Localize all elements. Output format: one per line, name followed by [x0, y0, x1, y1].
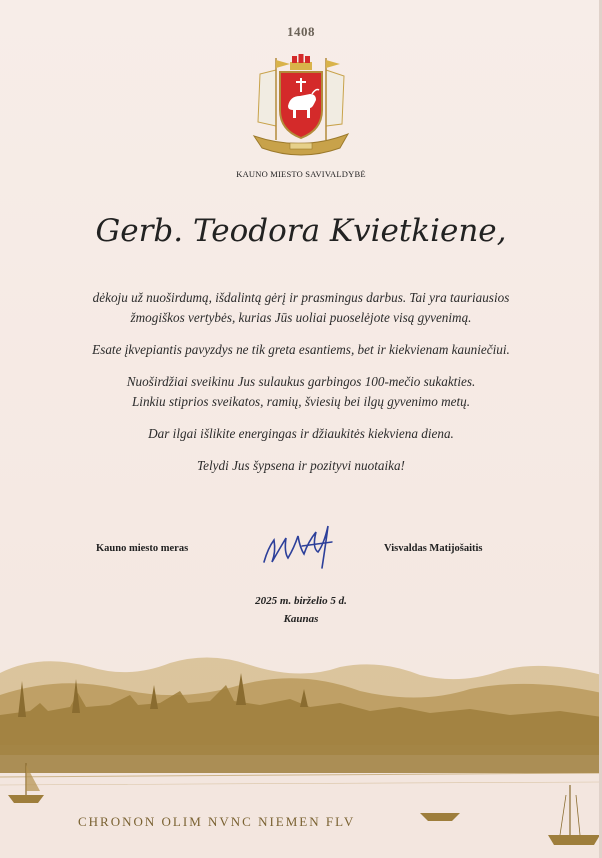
signatory-title: Kauno miesto meras: [96, 543, 189, 554]
letter-body: [40, 288, 562, 488]
paragraph-closing: Telydi Jus šypsena ir pozityvi nuotaika!: [197, 458, 405, 473]
founding-year: 1408: [287, 24, 315, 39]
paragraph-line: Linkiu stiprios sveikatos, ramių, šviesių bei ilgų gyvenimo metų.: [131, 394, 471, 409]
paragraph-inspiration: Esate įkvepiantis pavyzdys ne tik greta esantiems, bet ir kiekvienam kauniečiui.: [92, 342, 510, 357]
signatory-name: Visvaldas Matijošaitis: [384, 543, 483, 554]
handwritten-signature-icon: [258, 518, 338, 572]
paragraph-wish: Dar ilgai išlikite energingas ir džiaukitės kiekviena diena.: [148, 426, 454, 441]
kaunas-coat-of-arms-icon: [246, 48, 356, 163]
organization-name: KAUNO MIESTO SAVIVALDYBĖ: [236, 169, 366, 179]
paragraph-congratulations: [40, 372, 562, 412]
paragraph-gratitude: [40, 288, 562, 328]
paragraph-line: dėkoju už nuoširdumą, išdalintą gėrį ir prasmingus darbus. Tai yra tauriausios: [92, 290, 510, 305]
engraving-caption: CHRONON OLIM NVNC NIEMEN FLV: [78, 814, 356, 829]
paragraph-line: žmogiškos vertybės, kurias Jūs uoliai puoselėjote visą gyvenimą.: [130, 310, 472, 325]
issue-date: 2025 m. birželio 5 d.: [255, 595, 347, 607]
paragraph-line: Nuoširdžiai sveikinu Jus sulaukus garbingos 100-mečio sukakties.: [126, 374, 476, 389]
issue-place: Kaunas: [283, 613, 319, 625]
recipient-greeting: Gerb. Teodora Kvietkiene,: [95, 213, 507, 249]
